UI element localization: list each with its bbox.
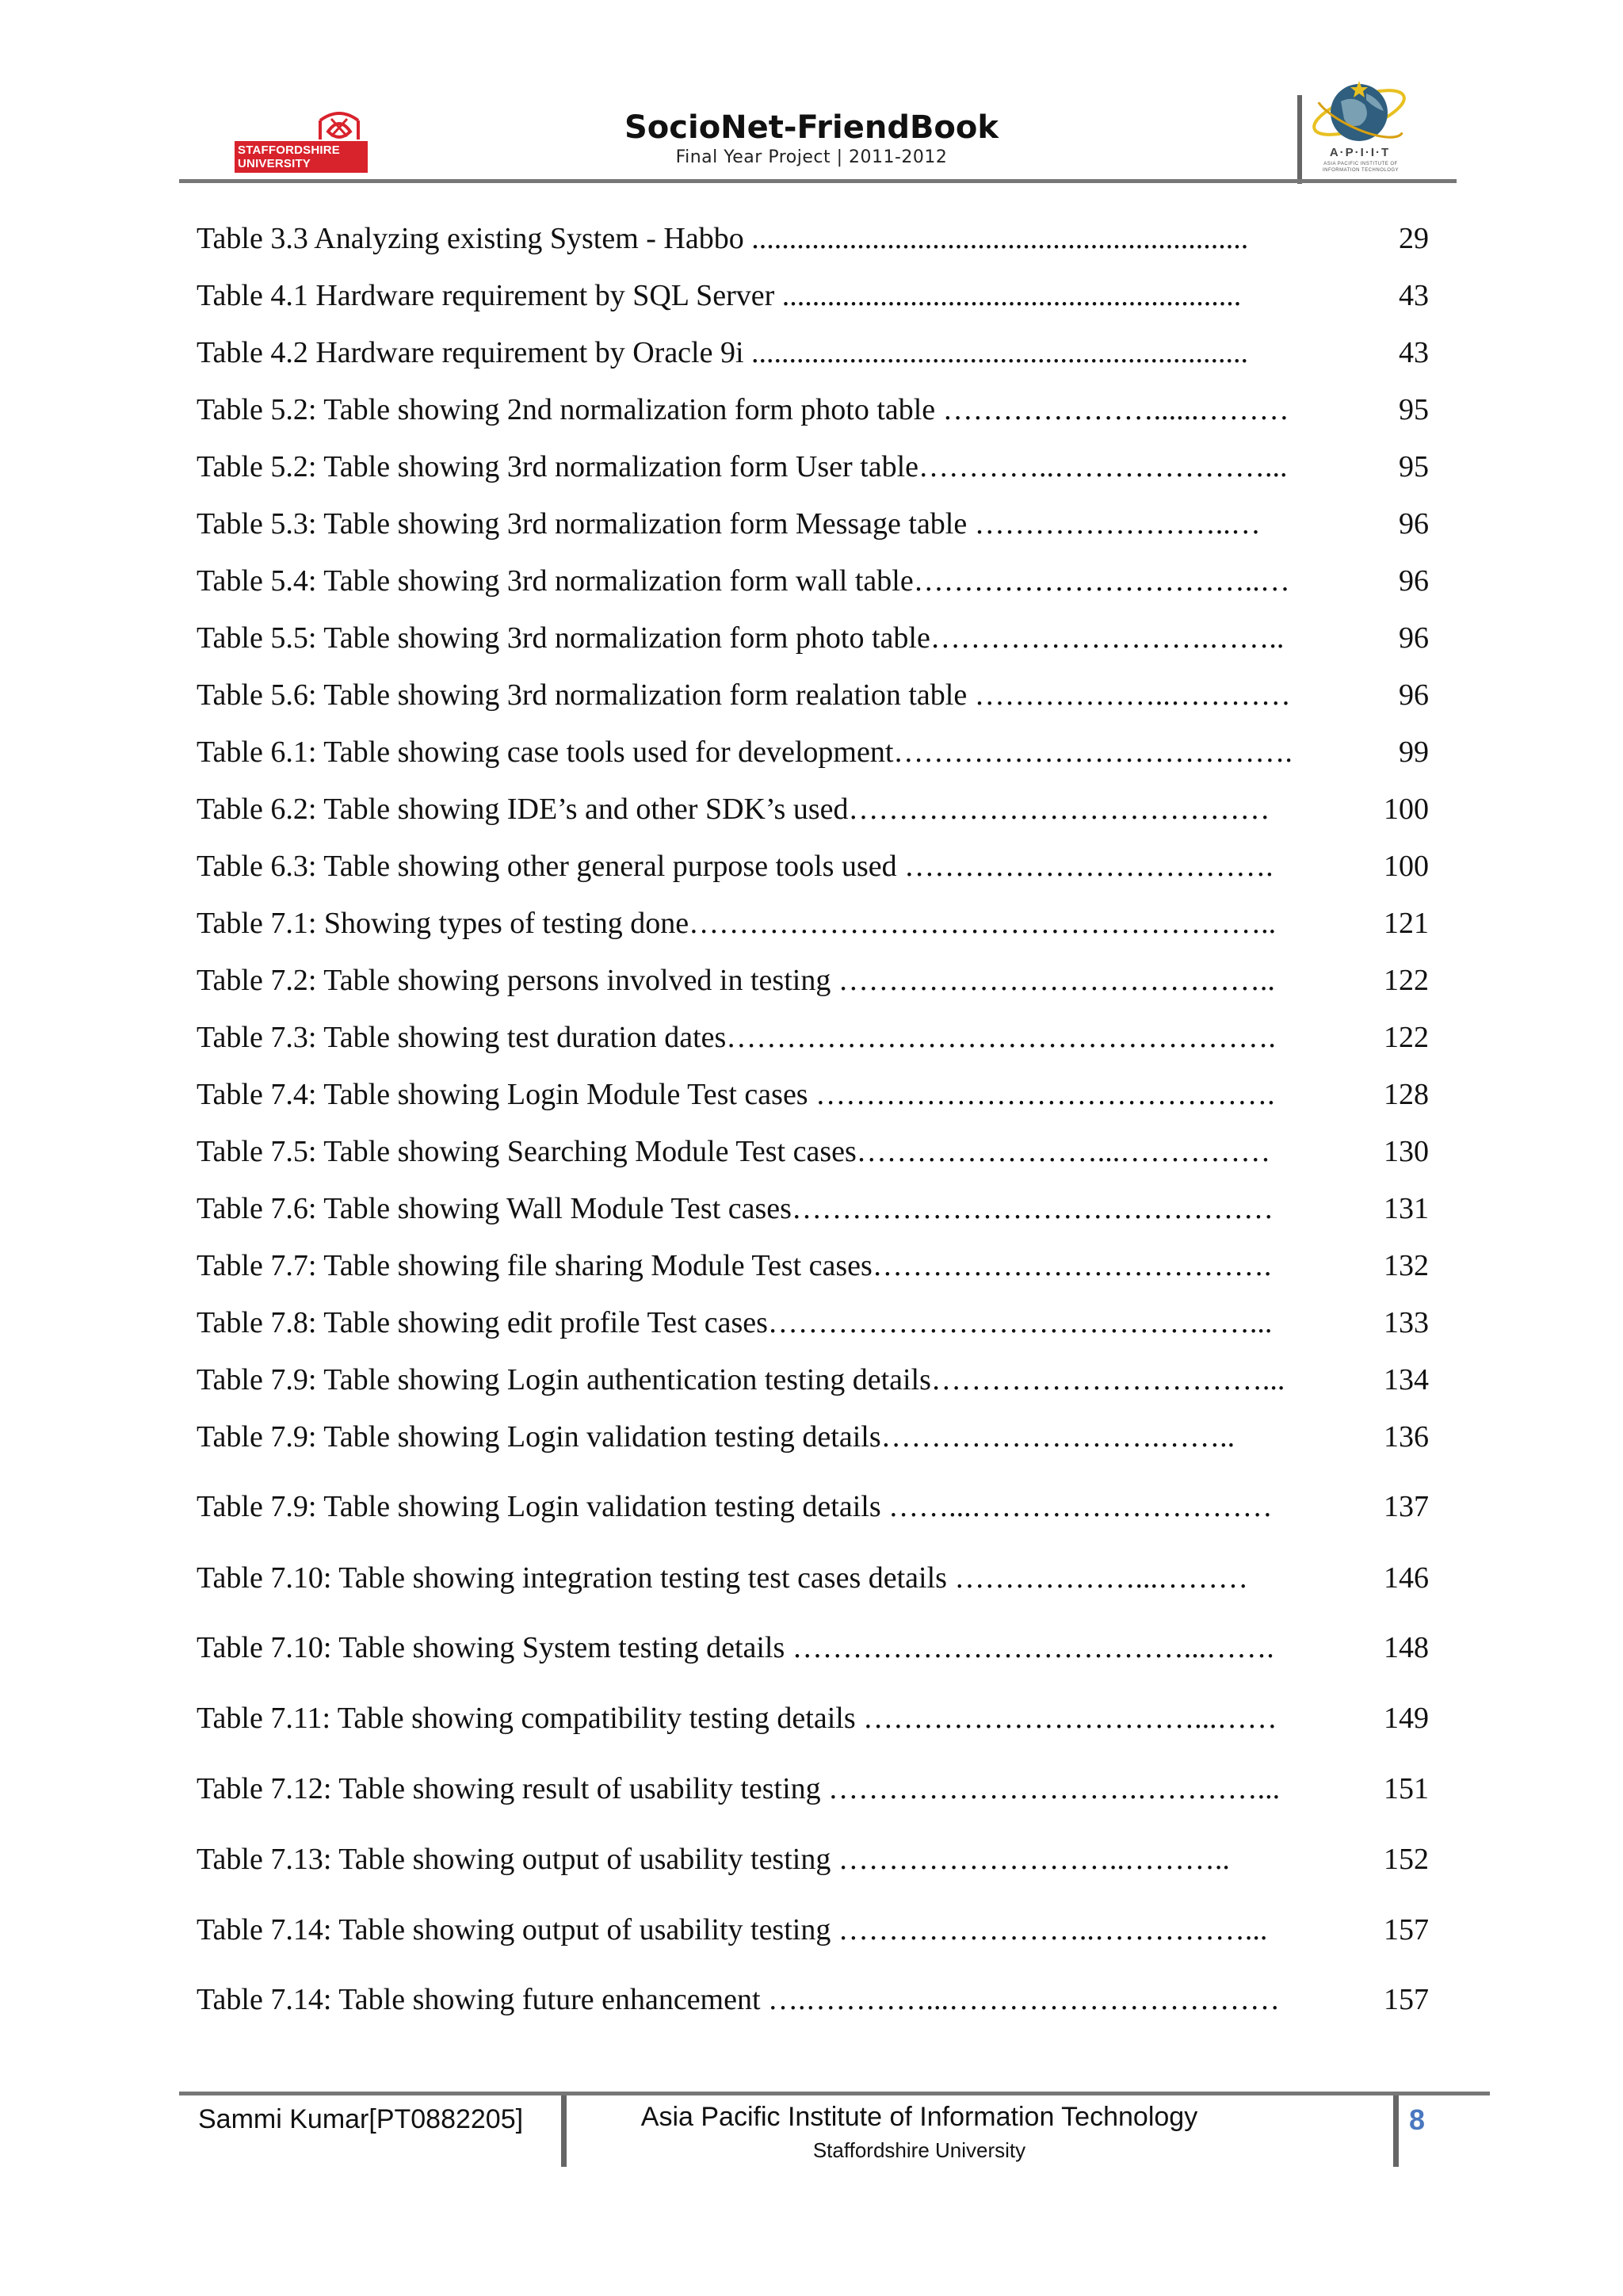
toc-entry-page: 157 <box>1384 1983 1429 2016</box>
toc-entry-text: Table 7.13: Table showing output of usability testing ………………………..……….. <box>197 1843 1230 1876</box>
toc-entry-text: Table 7.14: Table showing future enhancement ….…………...…………………………… <box>197 1983 1281 2016</box>
toc-entry[interactable] <box>197 1841 1429 1878</box>
toc-entry-text: Table 7.12: Table showing result of usability testing ………………………….…………... <box>197 1772 1281 1805</box>
document-subtitle: Final Year Project | 2011-2012 <box>675 147 948 167</box>
apiit-logo <box>1308 76 1411 184</box>
toc-entry[interactable] <box>197 1305 1429 1341</box>
header-rule <box>179 179 1457 183</box>
toc-entry-page: 100 <box>1384 850 1429 883</box>
toc-entry[interactable] <box>197 277 1429 314</box>
toc-entry[interactable] <box>197 1700 1429 1736</box>
toc-entry[interactable] <box>197 1362 1429 1398</box>
toc-entry-page: 146 <box>1384 1561 1429 1595</box>
toc-entry-page: 134 <box>1384 1363 1429 1396</box>
footer-divider <box>1393 2095 1399 2167</box>
toc-entry-page: 148 <box>1384 1631 1429 1664</box>
toc-entry-page: 136 <box>1384 1420 1429 1454</box>
toc-entry[interactable] <box>197 1629 1429 1666</box>
toc-entry-page: 149 <box>1384 1702 1429 1735</box>
document-title: SocioNet-FriendBook <box>624 109 999 146</box>
toc-entry-text: Table 5.4: Table showing 3rd normalization form wall table……………………………..… <box>197 564 1290 598</box>
header-divider <box>1297 95 1302 184</box>
toc-entry-text: Table 7.7: Table showing file sharing Module Test cases…………………………………. <box>197 1249 1272 1282</box>
toc-entry-page: 96 <box>1399 564 1429 598</box>
toc-entry-page: 121 <box>1384 907 1429 940</box>
apiit-globe-icon <box>1308 76 1411 149</box>
toc-entry[interactable] <box>197 1560 1429 1596</box>
toc-entry-text: Table 7.3: Table showing test duration dates………………………………………………. <box>197 1021 1276 1054</box>
toc-entry-text: Table 7.9: Table showing Login authentication testing details……………………………... <box>197 1363 1285 1396</box>
toc-entry-text: Table 6.1: Table showing case tools used for development…………………………………. <box>197 735 1293 769</box>
toc-entry-page: 137 <box>1384 1490 1429 1523</box>
toc-entry-text: Table 6.3: Table showing other general purpose tools used ………………………………. <box>197 850 1274 883</box>
toc-entry-page: 131 <box>1384 1192 1429 1225</box>
footer-author: Sammi Kumar[PT0882205] <box>198 2104 524 2134</box>
toc-entry-page: 152 <box>1384 1843 1429 1876</box>
toc-entry-page: 43 <box>1399 279 1429 312</box>
toc-entry-page: 100 <box>1384 793 1429 826</box>
toc-entry[interactable] <box>197 1488 1429 1525</box>
toc-entry-text: Table 4.1 Hardware requirement by SQL Server ............................................................. <box>197 279 1242 312</box>
toc-entry-page: 99 <box>1399 735 1429 769</box>
toc-entry[interactable] <box>197 1076 1429 1113</box>
toc-entry[interactable] <box>197 1019 1429 1056</box>
toc-entry-page: 43 <box>1399 336 1429 369</box>
toc-entry-text: Table 7.2: Table showing persons involved in testing …………………………………….. <box>197 964 1275 997</box>
page-number: 8 <box>1409 2103 1426 2136</box>
toc-entry-page: 132 <box>1384 1249 1429 1282</box>
toc-entry-text: Table 7.6: Table showing Wall Module Test cases………………………………………… <box>197 1192 1274 1225</box>
apiit-logo-subtext: INFORMATION TECHNOLOGY <box>1322 168 1400 173</box>
toc-entry[interactable] <box>197 905 1429 942</box>
toc-entry[interactable] <box>197 334 1429 371</box>
toc-entry[interactable] <box>197 1190 1429 1227</box>
toc-entry-text: Table 6.2: Table showing IDE’s and other SDK’s used…………………………………… <box>197 793 1270 826</box>
toc-entry[interactable] <box>197 1247 1429 1284</box>
toc-entry-text: Table 5.2: Table showing 2nd normalization form photo table …………………......……… <box>197 393 1289 426</box>
toc-entry[interactable] <box>197 848 1429 884</box>
toc-entry[interactable] <box>197 677 1429 713</box>
toc-entry[interactable] <box>197 392 1429 428</box>
toc-entry-page: 133 <box>1384 1306 1429 1339</box>
footer-rule <box>179 2092 1490 2095</box>
toc-entry-page: 96 <box>1399 621 1429 655</box>
toc-entry[interactable] <box>197 791 1429 827</box>
toc-entry-text: Table 7.10: Table showing System testing details …………………………………...……. <box>197 1631 1274 1664</box>
toc-entry-page: 96 <box>1399 678 1429 712</box>
toc-entry[interactable] <box>197 506 1429 542</box>
toc-entry[interactable] <box>197 1419 1429 1455</box>
toc-entry-page: 96 <box>1399 507 1429 541</box>
toc-entry-page: 29 <box>1399 222 1429 255</box>
toc-entry-text: Table 7.8: Table showing edit profile Test cases…………………………………………... <box>197 1306 1273 1339</box>
apiit-logo-text: A·P·I·I·T <box>1329 146 1391 159</box>
toc-entry-text: Table 7.14: Table showing output of usability testing ……………………..……………... <box>197 1913 1268 1946</box>
footer-divider <box>561 2095 567 2167</box>
toc-entry-text: Table 7.10: Table showing integration testing test cases details ………………...……… <box>197 1561 1248 1595</box>
toc-entry[interactable] <box>197 1771 1429 1807</box>
toc-entry-text: Table 5.3: Table showing 3rd normalization form Message table ……………………..… <box>197 507 1261 541</box>
toc-entry-page: 151 <box>1384 1772 1429 1805</box>
toc-entry-text: Table 5.6: Table showing 3rd normalization form realation table ………………..………… <box>197 678 1291 712</box>
toc-entry-text: Table 7.1: Showing types of testing done………………………………………………….. <box>197 907 1277 940</box>
apiit-logo-subtext: ASIA PACIFIC INSTITUTE OF <box>1323 162 1398 166</box>
toc-entry-page: 95 <box>1399 450 1429 483</box>
toc-entry[interactable] <box>197 620 1429 656</box>
toc-entry-page: 122 <box>1384 964 1429 997</box>
toc-entry-text: Table 3.3 Analyzing existing System - Habbo .................................................................. <box>197 222 1249 255</box>
toc-entry[interactable] <box>197 220 1429 257</box>
toc-entry-text: Table 7.9: Table showing Login validation testing details ……...………………………… <box>197 1490 1273 1523</box>
toc-entry[interactable] <box>197 734 1429 770</box>
toc-entry-text: Table 7.9: Table showing Login validation testing details……………………….…….. <box>197 1420 1235 1454</box>
toc-entry[interactable] <box>197 449 1429 485</box>
toc-entry-text: Table 7.4: Table showing Login Module Test cases ………………………………………. <box>197 1078 1275 1111</box>
toc-entry-text: Table 7.11: Table showing compatibility testing details ……………………………...…… <box>197 1702 1277 1735</box>
toc-entry-page: 128 <box>1384 1078 1429 1111</box>
toc-entry-page: 122 <box>1384 1021 1429 1054</box>
toc-entry[interactable] <box>197 962 1429 999</box>
toc-entry-text: Table 5.5: Table showing 3rd normalization form photo table……………………….…….. <box>197 621 1285 655</box>
footer-institute: Asia Pacific Institute of Information Technology <box>640 2102 1198 2132</box>
toc-entry[interactable] <box>197 563 1429 599</box>
toc-entry-page: 130 <box>1384 1135 1429 1168</box>
toc-entry-page: 157 <box>1384 1913 1429 1946</box>
page-header <box>0 0 1623 190</box>
toc-entry-text: Table 5.2: Table showing 3rd normalization form User table…………..…………………... <box>197 450 1288 483</box>
toc-entry[interactable] <box>197 1133 1429 1170</box>
staffordshire-logo-text: STAFFORDSHIRE UNIVERSITY <box>238 143 340 170</box>
footer-university: Staffordshire University <box>812 2138 1026 2162</box>
toc-entry-text: Table 4.2 Hardware requirement by Oracle 9i .................................................................. <box>197 336 1249 369</box>
toc-entry[interactable] <box>197 1912 1429 1948</box>
toc-entry-text: Table 7.5: Table showing Searching Module Test cases……………………...…………… <box>197 1135 1271 1168</box>
toc-entry[interactable] <box>197 1981 1429 2018</box>
toc-entry-page: 95 <box>1399 393 1429 426</box>
